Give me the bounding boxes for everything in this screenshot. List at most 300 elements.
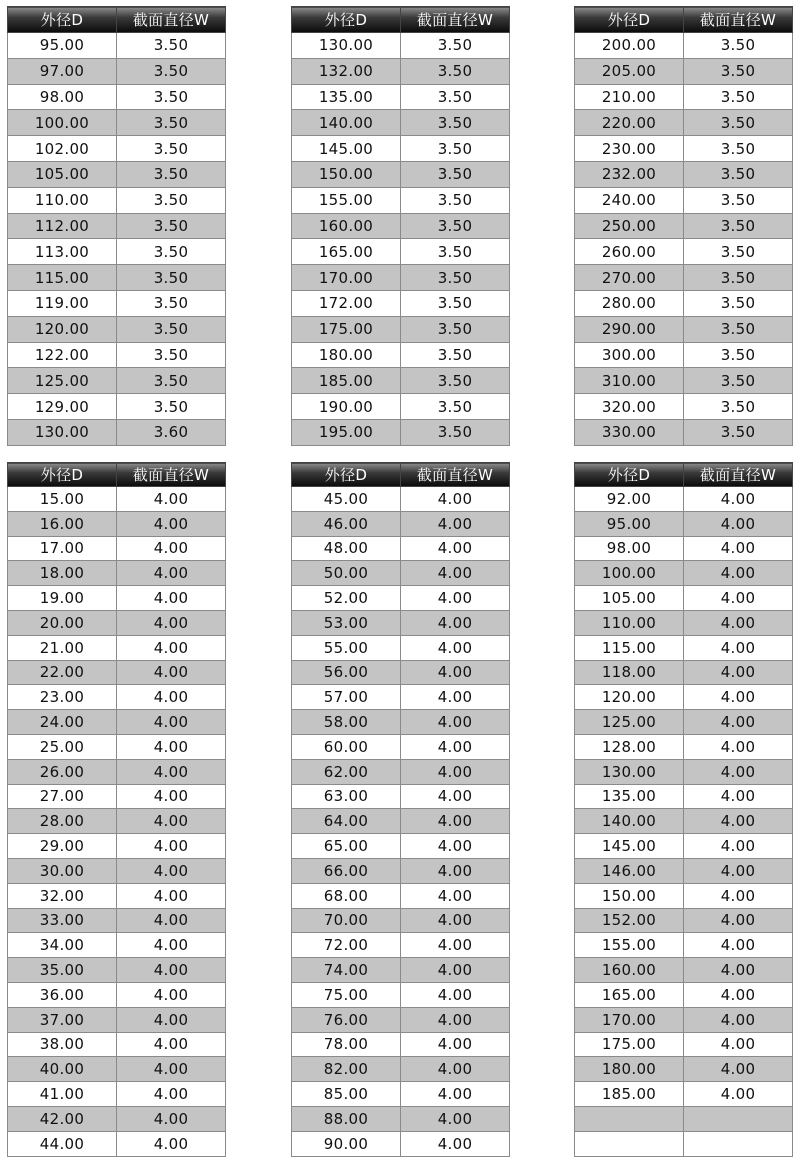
section-diameter-cell: 4.00 <box>684 660 793 685</box>
table-row <box>292 1106 510 1131</box>
outer-diameter-cell: 95.00 <box>8 33 117 59</box>
outer-diameter-cell: 185.00 <box>292 368 401 394</box>
section-diameter-cell: 4.00 <box>401 933 510 958</box>
section-diameter-cell: 4.00 <box>684 883 793 908</box>
table-row <box>8 734 226 759</box>
table-row <box>8 784 226 809</box>
table-row <box>8 239 226 265</box>
table-row <box>292 290 510 316</box>
size-table-2 <box>291 6 510 446</box>
section-diameter-cell: 4.00 <box>117 1032 226 1057</box>
section-diameter-cell: 4.00 <box>117 586 226 611</box>
table-row <box>575 1082 793 1107</box>
section-diameter-cell: 4.00 <box>684 734 793 759</box>
section-diameter-cell: 4.00 <box>401 784 510 809</box>
section-diameter-cell: 3.50 <box>401 368 510 394</box>
table-row <box>8 933 226 958</box>
outer-diameter-cell: 130.00 <box>575 759 684 784</box>
section-diameter-cell <box>684 1106 793 1131</box>
section-diameter-cell: 3.50 <box>117 290 226 316</box>
section-diameter-cell: 4.00 <box>401 1082 510 1107</box>
table-row <box>575 536 793 561</box>
table-row <box>8 685 226 710</box>
table-row <box>575 883 793 908</box>
section-diameter-cell: 4.00 <box>117 809 226 834</box>
outer-diameter-cell: 122.00 <box>8 342 117 368</box>
outer-diameter-cell: 63.00 <box>292 784 401 809</box>
section-diameter-cell <box>684 1131 793 1156</box>
outer-diameter-cell: 185.00 <box>575 1082 684 1107</box>
table-row <box>292 316 510 342</box>
section-diameter-cell: 3.50 <box>117 342 226 368</box>
table-row <box>575 265 793 291</box>
table-row <box>575 84 793 110</box>
section-diameter-cell: 3.50 <box>684 368 793 394</box>
table-row <box>575 290 793 316</box>
table-row <box>575 1106 793 1131</box>
section-diameter-cell: 4.00 <box>401 858 510 883</box>
section-diameter-cell: 4.00 <box>117 784 226 809</box>
section-diameter-cell: 4.00 <box>401 1007 510 1032</box>
outer-diameter-cell: 70.00 <box>292 908 401 933</box>
outer-diameter-header: 外径D <box>575 463 684 487</box>
section-diameter-cell: 3.60 <box>117 419 226 445</box>
outer-diameter-cell: 16.00 <box>8 511 117 536</box>
section-diameter-cell: 3.50 <box>401 33 510 59</box>
header-row <box>8 463 226 487</box>
table-row <box>292 110 510 136</box>
section-diameter-cell: 4.00 <box>401 834 510 859</box>
table-row <box>292 1057 510 1082</box>
section-diameter-cell: 4.00 <box>401 1057 510 1082</box>
outer-diameter-header: 外径D <box>8 7 117 33</box>
table-row <box>8 110 226 136</box>
outer-diameter-cell: 42.00 <box>8 1106 117 1131</box>
outer-diameter-cell: 195.00 <box>292 419 401 445</box>
outer-diameter-cell: 270.00 <box>575 265 684 291</box>
outer-diameter-cell: 100.00 <box>575 561 684 586</box>
table-row <box>8 161 226 187</box>
table-row <box>8 265 226 291</box>
outer-diameter-cell: 175.00 <box>575 1032 684 1057</box>
section-diameter-cell: 3.50 <box>117 394 226 420</box>
table-row <box>575 610 793 635</box>
outer-diameter-cell: 105.00 <box>8 161 117 187</box>
table-row <box>575 982 793 1007</box>
section-diameter-cell: 4.00 <box>117 685 226 710</box>
section-diameter-cell: 4.00 <box>684 958 793 983</box>
outer-diameter-cell: 58.00 <box>292 710 401 735</box>
outer-diameter-cell: 180.00 <box>575 1057 684 1082</box>
table-row <box>8 213 226 239</box>
section-diameter-cell: 4.00 <box>401 487 510 512</box>
outer-diameter-cell: 75.00 <box>292 982 401 1007</box>
outer-diameter-cell: 152.00 <box>575 908 684 933</box>
table-row <box>575 1007 793 1032</box>
section-diameter-cell: 4.00 <box>401 536 510 561</box>
table-row <box>575 908 793 933</box>
table-row <box>292 33 510 59</box>
table-row <box>292 586 510 611</box>
table-row <box>575 58 793 84</box>
table-row <box>575 958 793 983</box>
section-diameter-cell: 3.50 <box>684 239 793 265</box>
outer-diameter-cell: 53.00 <box>292 610 401 635</box>
outer-diameter-cell: 130.00 <box>8 419 117 445</box>
section-diameter-cell: 4.00 <box>401 883 510 908</box>
table-row <box>292 187 510 213</box>
section-diameter-cell: 4.00 <box>117 660 226 685</box>
table-row <box>292 1131 510 1156</box>
outer-diameter-cell: 22.00 <box>8 660 117 685</box>
table-row <box>8 610 226 635</box>
outer-diameter-cell: 68.00 <box>292 883 401 908</box>
table-row <box>292 685 510 710</box>
section-diameter-cell: 3.50 <box>684 394 793 420</box>
table-row <box>575 239 793 265</box>
outer-diameter-cell: 29.00 <box>8 834 117 859</box>
section-diameter-cell: 4.00 <box>401 958 510 983</box>
table-row <box>292 734 510 759</box>
outer-diameter-cell: 33.00 <box>8 908 117 933</box>
outer-diameter-cell: 76.00 <box>292 1007 401 1032</box>
section-diameter-cell: 4.00 <box>684 834 793 859</box>
size-table-6 <box>574 462 793 1157</box>
outer-diameter-cell: 150.00 <box>292 161 401 187</box>
outer-diameter-cell: 48.00 <box>292 536 401 561</box>
section-diameter-cell: 3.50 <box>401 136 510 162</box>
section-diameter-cell: 4.00 <box>117 982 226 1007</box>
section-diameter-cell: 4.00 <box>117 511 226 536</box>
table-row <box>8 982 226 1007</box>
section-diameter-cell: 4.00 <box>684 809 793 834</box>
table-row <box>8 511 226 536</box>
section-diameter-cell: 4.00 <box>401 759 510 784</box>
table-row <box>575 660 793 685</box>
section-diameter-cell: 3.50 <box>401 394 510 420</box>
size-table-3 <box>574 6 793 446</box>
table-row <box>575 784 793 809</box>
outer-diameter-cell: 165.00 <box>575 982 684 1007</box>
section-diameter-cell: 4.00 <box>684 858 793 883</box>
table-row <box>8 136 226 162</box>
section-diameter-cell: 4.00 <box>117 933 226 958</box>
table-row <box>292 1032 510 1057</box>
section-diameter-cell: 4.00 <box>117 734 226 759</box>
table-row <box>8 419 226 445</box>
table-row <box>292 635 510 660</box>
table-row <box>575 1131 793 1156</box>
table-row <box>292 511 510 536</box>
table-row <box>575 33 793 59</box>
section-diameter-cell: 4.00 <box>117 1057 226 1082</box>
table-row <box>575 1032 793 1057</box>
table-row <box>292 834 510 859</box>
table-row <box>575 511 793 536</box>
outer-diameter-cell: 62.00 <box>292 759 401 784</box>
outer-diameter-cell: 170.00 <box>575 1007 684 1032</box>
table-row <box>292 982 510 1007</box>
section-diameter-cell: 3.50 <box>401 213 510 239</box>
table-row <box>575 933 793 958</box>
outer-diameter-cell: 56.00 <box>292 660 401 685</box>
section-diameter-cell: 3.50 <box>401 316 510 342</box>
outer-diameter-cell: 190.00 <box>292 394 401 420</box>
table-row <box>292 858 510 883</box>
section-diameter-cell: 4.00 <box>684 784 793 809</box>
table-row <box>575 759 793 784</box>
outer-diameter-header: 外径D <box>292 7 401 33</box>
table-row <box>292 239 510 265</box>
section-diameter-cell: 4.00 <box>117 561 226 586</box>
header-row <box>8 7 226 33</box>
section-diameter-cell: 3.50 <box>401 419 510 445</box>
outer-diameter-cell: 130.00 <box>292 33 401 59</box>
table-row <box>292 610 510 635</box>
table-row <box>8 883 226 908</box>
section-diameter-cell: 3.50 <box>684 58 793 84</box>
table-row <box>8 187 226 213</box>
section-diameter-cell: 3.50 <box>401 265 510 291</box>
section-diameter-cell: 3.50 <box>401 110 510 136</box>
outer-diameter-cell: 210.00 <box>575 84 684 110</box>
outer-diameter-cell: 172.00 <box>292 290 401 316</box>
outer-diameter-cell: 55.00 <box>292 635 401 660</box>
outer-diameter-cell: 21.00 <box>8 635 117 660</box>
section-diameter-cell: 4.00 <box>401 710 510 735</box>
table-row <box>8 1131 226 1156</box>
outer-diameter-cell: 17.00 <box>8 536 117 561</box>
outer-diameter-cell: 90.00 <box>292 1131 401 1156</box>
section-diameter-cell: 3.50 <box>117 33 226 59</box>
outer-diameter-cell: 15.00 <box>8 487 117 512</box>
section-diameter-cell: 3.50 <box>117 213 226 239</box>
table-row <box>8 58 226 84</box>
table-row <box>8 316 226 342</box>
table-row <box>8 84 226 110</box>
table-row <box>292 1082 510 1107</box>
table-row <box>292 419 510 445</box>
table-row <box>292 784 510 809</box>
outer-diameter-cell: 38.00 <box>8 1032 117 1057</box>
section-diameter-cell: 3.50 <box>401 290 510 316</box>
section-diameter-cell: 4.00 <box>401 1131 510 1156</box>
section-diameter-cell: 3.50 <box>401 84 510 110</box>
outer-diameter-cell: 260.00 <box>575 239 684 265</box>
outer-diameter-cell: 105.00 <box>575 586 684 611</box>
section-diameter-cell: 4.00 <box>684 710 793 735</box>
outer-diameter-cell: 120.00 <box>575 685 684 710</box>
outer-diameter-cell: 37.00 <box>8 1007 117 1032</box>
outer-diameter-cell: 155.00 <box>292 187 401 213</box>
outer-diameter-cell: 95.00 <box>575 511 684 536</box>
table-row <box>292 213 510 239</box>
outer-diameter-cell: 60.00 <box>292 734 401 759</box>
outer-diameter-cell: 18.00 <box>8 561 117 586</box>
table-row <box>8 1057 226 1082</box>
outer-diameter-cell: 145.00 <box>292 136 401 162</box>
section-diameter-header: 截面直径W <box>117 463 226 487</box>
outer-diameter-cell: 232.00 <box>575 161 684 187</box>
section-diameter-cell: 4.00 <box>117 759 226 784</box>
section-diameter-cell: 3.50 <box>117 161 226 187</box>
table-row <box>292 933 510 958</box>
table-row <box>575 858 793 883</box>
section-diameter-cell: 4.00 <box>684 933 793 958</box>
section-diameter-header: 截面直径W <box>401 463 510 487</box>
outer-diameter-header: 外径D <box>575 7 684 33</box>
section-diameter-cell: 3.50 <box>401 239 510 265</box>
table-row <box>575 368 793 394</box>
table-row <box>575 487 793 512</box>
outer-diameter-cell: 20.00 <box>8 610 117 635</box>
table-row <box>575 685 793 710</box>
table-row <box>575 316 793 342</box>
section-diameter-cell: 3.50 <box>401 58 510 84</box>
outer-diameter-cell: 88.00 <box>292 1106 401 1131</box>
section-diameter-cell: 4.00 <box>117 883 226 908</box>
table-row <box>575 187 793 213</box>
outer-diameter-cell: 160.00 <box>292 213 401 239</box>
section-diameter-cell: 3.50 <box>684 187 793 213</box>
table-row <box>8 487 226 512</box>
outer-diameter-header: 外径D <box>292 463 401 487</box>
table-row <box>575 834 793 859</box>
table-row <box>575 161 793 187</box>
table-row <box>8 858 226 883</box>
table-row <box>575 1057 793 1082</box>
outer-diameter-cell: 30.00 <box>8 858 117 883</box>
table-row <box>8 1007 226 1032</box>
table-row <box>292 561 510 586</box>
outer-diameter-cell: 25.00 <box>8 734 117 759</box>
section-diameter-cell: 4.00 <box>117 635 226 660</box>
section-diameter-cell: 4.00 <box>117 536 226 561</box>
table-row <box>8 1106 226 1131</box>
section-diameter-cell: 3.50 <box>684 161 793 187</box>
section-diameter-cell: 3.50 <box>684 84 793 110</box>
section-diameter-cell: 3.50 <box>117 239 226 265</box>
table-row <box>575 342 793 368</box>
table-row <box>292 759 510 784</box>
outer-diameter-cell: 140.00 <box>292 110 401 136</box>
section-diameter-cell: 4.00 <box>401 685 510 710</box>
section-diameter-cell: 3.50 <box>117 136 226 162</box>
section-diameter-cell: 3.50 <box>684 265 793 291</box>
outer-diameter-cell: 250.00 <box>575 213 684 239</box>
outer-diameter-cell: 230.00 <box>575 136 684 162</box>
header-row <box>575 7 793 33</box>
outer-diameter-cell: 180.00 <box>292 342 401 368</box>
table-row <box>292 660 510 685</box>
outer-diameter-cell: 65.00 <box>292 834 401 859</box>
table-row <box>292 368 510 394</box>
outer-diameter-cell: 46.00 <box>292 511 401 536</box>
section-diameter-cell: 4.00 <box>684 561 793 586</box>
size-table-5 <box>291 462 510 1157</box>
section-diameter-cell: 3.50 <box>684 342 793 368</box>
outer-diameter-cell: 97.00 <box>8 58 117 84</box>
section-diameter-cell: 3.50 <box>401 187 510 213</box>
outer-diameter-cell: 98.00 <box>8 84 117 110</box>
section-diameter-cell: 4.00 <box>401 586 510 611</box>
outer-diameter-cell: 118.00 <box>575 660 684 685</box>
section-diameter-cell: 4.00 <box>401 610 510 635</box>
outer-diameter-cell: 240.00 <box>575 187 684 213</box>
section-diameter-cell: 3.50 <box>401 161 510 187</box>
table-row <box>575 561 793 586</box>
section-diameter-cell: 4.00 <box>684 908 793 933</box>
table-row <box>8 394 226 420</box>
table-row <box>8 1082 226 1107</box>
size-table-1 <box>7 6 226 446</box>
section-diameter-cell: 4.00 <box>401 660 510 685</box>
table-row <box>292 487 510 512</box>
table-row <box>8 908 226 933</box>
section-diameter-cell: 4.00 <box>684 610 793 635</box>
table-row <box>292 883 510 908</box>
table-row <box>292 265 510 291</box>
size-table-4 <box>7 462 226 1157</box>
section-diameter-header: 截面直径W <box>117 7 226 33</box>
outer-diameter-cell: 23.00 <box>8 685 117 710</box>
section-diameter-cell: 3.50 <box>684 213 793 239</box>
outer-diameter-cell: 82.00 <box>292 1057 401 1082</box>
outer-diameter-cell: 135.00 <box>292 84 401 110</box>
section-diameter-cell: 4.00 <box>117 1082 226 1107</box>
outer-diameter-cell: 35.00 <box>8 958 117 983</box>
section-diameter-cell: 4.00 <box>117 1106 226 1131</box>
outer-diameter-cell: 50.00 <box>292 561 401 586</box>
section-diameter-cell: 3.50 <box>684 419 793 445</box>
outer-diameter-cell: 26.00 <box>8 759 117 784</box>
outer-diameter-cell: 110.00 <box>8 187 117 213</box>
outer-diameter-cell: 220.00 <box>575 110 684 136</box>
outer-diameter-cell: 160.00 <box>575 958 684 983</box>
table-row <box>575 136 793 162</box>
section-diameter-cell: 4.00 <box>684 1007 793 1032</box>
section-diameter-cell: 4.00 <box>401 809 510 834</box>
header-row <box>292 7 510 33</box>
table-row <box>292 342 510 368</box>
outer-diameter-cell: 115.00 <box>575 635 684 660</box>
outer-diameter-cell: 146.00 <box>575 858 684 883</box>
section-diameter-cell: 4.00 <box>684 511 793 536</box>
outer-diameter-cell: 145.00 <box>575 834 684 859</box>
outer-diameter-cell: 205.00 <box>575 58 684 84</box>
outer-diameter-cell: 110.00 <box>575 610 684 635</box>
outer-diameter-cell: 36.00 <box>8 982 117 1007</box>
table-row <box>575 710 793 735</box>
outer-diameter-cell: 74.00 <box>292 958 401 983</box>
section-diameter-cell: 3.50 <box>684 110 793 136</box>
outer-diameter-cell: 66.00 <box>292 858 401 883</box>
section-diameter-cell: 4.00 <box>401 1106 510 1131</box>
section-diameter-cell: 3.50 <box>117 316 226 342</box>
outer-diameter-cell <box>575 1106 684 1131</box>
section-diameter-header: 截面直径W <box>684 7 793 33</box>
section-diameter-cell: 3.50 <box>684 316 793 342</box>
section-diameter-cell: 3.50 <box>117 368 226 394</box>
section-diameter-cell: 3.50 <box>684 33 793 59</box>
table-row <box>8 759 226 784</box>
section-diameter-cell: 3.50 <box>684 290 793 316</box>
table-row <box>575 734 793 759</box>
outer-diameter-cell: 165.00 <box>292 239 401 265</box>
section-diameter-cell: 4.00 <box>117 1131 226 1156</box>
outer-diameter-cell: 170.00 <box>292 265 401 291</box>
table-row <box>292 908 510 933</box>
